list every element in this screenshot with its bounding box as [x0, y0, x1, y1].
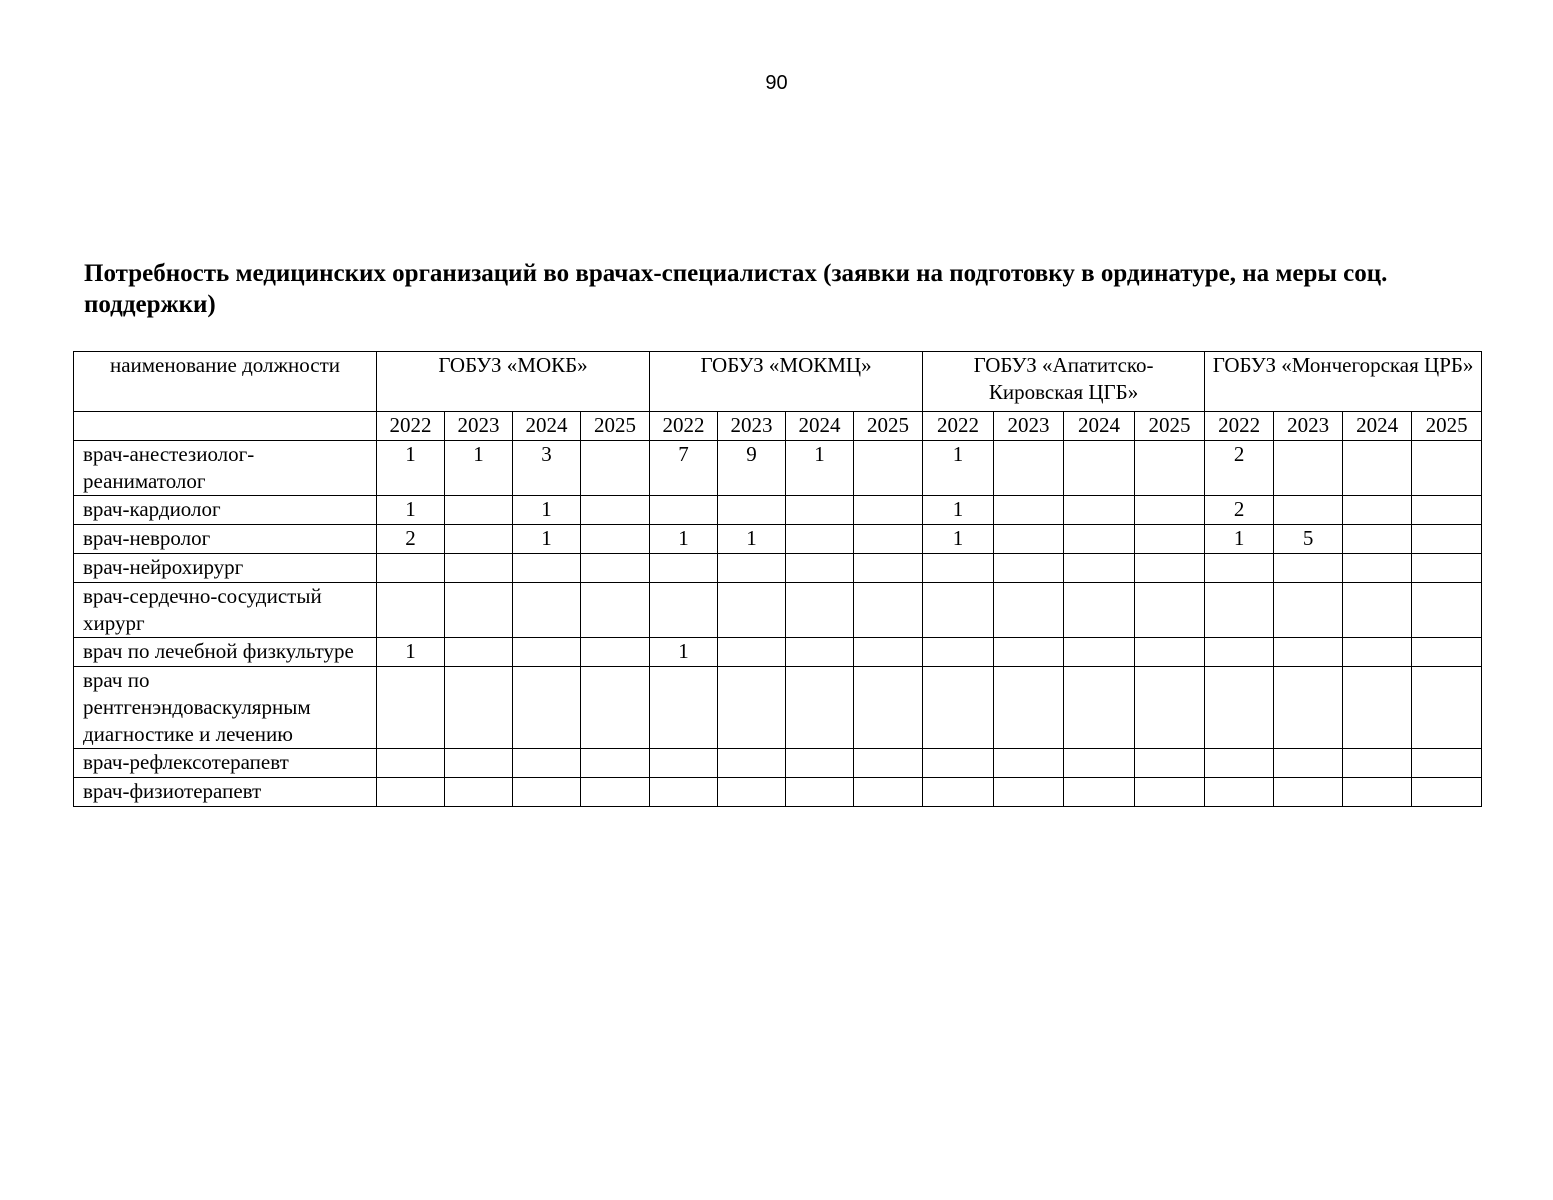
value-cell	[994, 441, 1064, 496]
value-cell	[513, 638, 581, 667]
table-row	[74, 554, 1482, 583]
value-cell	[1412, 554, 1482, 583]
value-cell	[718, 778, 786, 807]
year-header: 2024	[1064, 412, 1135, 441]
value-cell	[854, 638, 923, 667]
value-cell: 1	[377, 496, 445, 525]
value-cell	[854, 667, 923, 749]
value-cell	[513, 667, 581, 749]
value-cell	[1135, 525, 1205, 554]
year-header-row	[74, 412, 1482, 441]
value-cell	[994, 778, 1064, 807]
value-cell	[1274, 638, 1343, 667]
position-cell: врач-сердечно-сосудистый хирург	[74, 583, 377, 638]
value-cell	[1343, 554, 1412, 583]
value-cell: 1	[923, 496, 994, 525]
value-cell	[581, 667, 650, 749]
value-cell	[1205, 749, 1274, 778]
value-cell	[581, 749, 650, 778]
year-header: 2025	[1135, 412, 1205, 441]
year-header: 2023	[1274, 412, 1343, 441]
value-cell	[650, 554, 718, 583]
value-cell	[854, 441, 923, 496]
year-header: 2022	[923, 412, 994, 441]
value-cell	[923, 583, 994, 638]
value-cell: 2	[1205, 496, 1274, 525]
value-cell	[1274, 441, 1343, 496]
value-cell: 1	[650, 638, 718, 667]
document-title: Потребность медицинских организаций во врачах-специалистах (заявки на подготовку в ординатуре, на меры соц. поддержки)	[84, 260, 1388, 318]
year-header: 2024	[513, 412, 581, 441]
value-cell	[1205, 638, 1274, 667]
year-header: 2025	[581, 412, 650, 441]
value-cell	[718, 496, 786, 525]
value-cell: 1	[718, 525, 786, 554]
table-row	[74, 638, 1482, 667]
value-cell	[581, 525, 650, 554]
value-cell	[786, 667, 854, 749]
value-cell	[854, 496, 923, 525]
value-cell	[650, 496, 718, 525]
value-cell	[1343, 778, 1412, 807]
position-cell: врач-кардиолог	[74, 496, 377, 525]
value-cell	[1412, 667, 1482, 749]
value-cell	[994, 638, 1064, 667]
value-cell	[1274, 496, 1343, 525]
value-cell	[1064, 583, 1135, 638]
value-cell	[581, 638, 650, 667]
value-cell	[1343, 749, 1412, 778]
table-body	[74, 441, 1482, 807]
value-cell: 1	[513, 496, 581, 525]
value-cell	[994, 496, 1064, 525]
value-cell	[1343, 496, 1412, 525]
org-header-row	[74, 352, 1482, 412]
value-cell	[1274, 778, 1343, 807]
value-cell	[1412, 638, 1482, 667]
value-cell	[513, 554, 581, 583]
value-cell	[1064, 441, 1135, 496]
value-cell	[1064, 496, 1135, 525]
value-cell	[1343, 525, 1412, 554]
value-cell	[923, 638, 994, 667]
value-cell	[923, 749, 994, 778]
table-row	[74, 778, 1482, 807]
value-cell	[445, 554, 513, 583]
year-header: 2024	[786, 412, 854, 441]
value-cell	[581, 554, 650, 583]
org-header-mokmc: ГОБУЗ «МОКМЦ»	[650, 352, 923, 412]
value-cell	[994, 525, 1064, 554]
value-cell	[377, 583, 445, 638]
position-cell: врач-невролог	[74, 525, 377, 554]
value-cell	[445, 778, 513, 807]
table-row	[74, 496, 1482, 525]
year-header: 2022	[650, 412, 718, 441]
year-header: 2022	[377, 412, 445, 441]
year-header: 2023	[994, 412, 1064, 441]
page-number: 90	[765, 72, 788, 94]
value-cell: 1	[650, 525, 718, 554]
value-cell	[1412, 749, 1482, 778]
value-cell	[786, 638, 854, 667]
value-cell: 1	[513, 525, 581, 554]
value-cell	[1135, 554, 1205, 583]
value-cell	[1274, 583, 1343, 638]
value-cell	[786, 583, 854, 638]
value-cell	[1135, 749, 1205, 778]
value-cell: 1	[1205, 525, 1274, 554]
value-cell	[1412, 583, 1482, 638]
value-cell	[445, 525, 513, 554]
value-cell	[650, 667, 718, 749]
value-cell	[445, 496, 513, 525]
value-cell: 1	[377, 638, 445, 667]
value-cell	[1205, 583, 1274, 638]
value-cell	[1135, 638, 1205, 667]
value-cell	[718, 583, 786, 638]
position-cell: врач-анестезиолог-реаниматолог	[74, 441, 377, 496]
year-header: 2022	[1205, 412, 1274, 441]
org-header-mokb: ГОБУЗ «МОКБ»	[377, 352, 650, 412]
org-header-apatity-kirovsk: ГОБУЗ «Апатитско-Кировская ЦГБ»	[923, 352, 1205, 412]
value-cell: 1	[377, 441, 445, 496]
value-cell	[377, 778, 445, 807]
value-cell	[445, 749, 513, 778]
value-cell	[1205, 554, 1274, 583]
value-cell	[377, 554, 445, 583]
value-cell	[786, 749, 854, 778]
value-cell	[650, 778, 718, 807]
value-cell: 5	[1274, 525, 1343, 554]
value-cell	[994, 749, 1064, 778]
year-header: 2025	[1412, 412, 1482, 441]
value-cell	[786, 525, 854, 554]
value-cell: 7	[650, 441, 718, 496]
value-cell	[445, 638, 513, 667]
value-cell	[994, 583, 1064, 638]
position-cell: врач-нейрохирург	[74, 554, 377, 583]
year-header: 2025	[854, 412, 923, 441]
value-cell	[581, 583, 650, 638]
value-cell	[513, 749, 581, 778]
table-row	[74, 667, 1482, 749]
value-cell	[377, 667, 445, 749]
value-cell	[650, 583, 718, 638]
value-cell	[1135, 667, 1205, 749]
value-cell	[1412, 525, 1482, 554]
value-cell	[1412, 496, 1482, 525]
value-cell	[1135, 778, 1205, 807]
value-cell	[994, 554, 1064, 583]
value-cell	[1135, 441, 1205, 496]
position-cell: врач-рефлексотерапевт	[74, 749, 377, 778]
year-header: 2023	[445, 412, 513, 441]
value-cell	[1064, 525, 1135, 554]
value-cell	[923, 667, 994, 749]
org-header-monchegorsk: ГОБУЗ «Мончегорская ЦРБ»	[1205, 352, 1482, 412]
value-cell	[786, 496, 854, 525]
value-cell	[718, 749, 786, 778]
value-cell	[854, 583, 923, 638]
table-row	[74, 441, 1482, 496]
value-cell	[854, 749, 923, 778]
value-cell	[923, 554, 994, 583]
value-cell: 1	[923, 525, 994, 554]
position-cell: врач по рентгенэндоваскулярным диагностике и лечению	[74, 667, 377, 749]
value-cell	[718, 667, 786, 749]
value-cell	[1135, 583, 1205, 638]
table-row	[74, 749, 1482, 778]
value-cell	[1064, 778, 1135, 807]
value-cell	[513, 583, 581, 638]
table-row	[74, 525, 1482, 554]
value-cell	[581, 441, 650, 496]
value-cell	[377, 749, 445, 778]
value-cell: 1	[786, 441, 854, 496]
value-cell	[1205, 778, 1274, 807]
value-cell	[786, 778, 854, 807]
value-cell	[1064, 554, 1135, 583]
value-cell	[1343, 667, 1412, 749]
value-cell	[650, 749, 718, 778]
position-cell: врач-физиотерапевт	[74, 778, 377, 807]
value-cell	[1064, 749, 1135, 778]
value-cell	[1135, 496, 1205, 525]
value-cell	[581, 496, 650, 525]
value-cell	[1064, 638, 1135, 667]
value-cell	[854, 554, 923, 583]
value-cell	[854, 778, 923, 807]
value-cell	[718, 638, 786, 667]
year-header-blank	[74, 412, 377, 441]
value-cell	[445, 583, 513, 638]
value-cell	[1274, 749, 1343, 778]
value-cell	[1343, 583, 1412, 638]
value-cell	[786, 554, 854, 583]
value-cell	[1274, 667, 1343, 749]
value-cell	[1343, 441, 1412, 496]
year-header: 2024	[1343, 412, 1412, 441]
value-cell	[445, 667, 513, 749]
value-cell	[994, 667, 1064, 749]
value-cell	[923, 778, 994, 807]
value-cell: 3	[513, 441, 581, 496]
value-cell	[1412, 441, 1482, 496]
value-cell	[1274, 554, 1343, 583]
position-column-header: наименование должности	[74, 352, 377, 412]
value-cell	[1412, 778, 1482, 807]
value-cell	[513, 778, 581, 807]
value-cell	[581, 778, 650, 807]
value-cell	[1205, 667, 1274, 749]
value-cell: 1	[445, 441, 513, 496]
value-cell	[718, 554, 786, 583]
value-cell	[1343, 638, 1412, 667]
value-cell: 2	[377, 525, 445, 554]
value-cell: 1	[923, 441, 994, 496]
position-cell: врач по лечебной физкультуре	[74, 638, 377, 667]
value-cell	[1064, 667, 1135, 749]
value-cell	[854, 525, 923, 554]
year-header: 2023	[718, 412, 786, 441]
value-cell: 9	[718, 441, 786, 496]
value-cell: 2	[1205, 441, 1274, 496]
table-row	[74, 583, 1482, 638]
needs-table	[73, 351, 1482, 807]
